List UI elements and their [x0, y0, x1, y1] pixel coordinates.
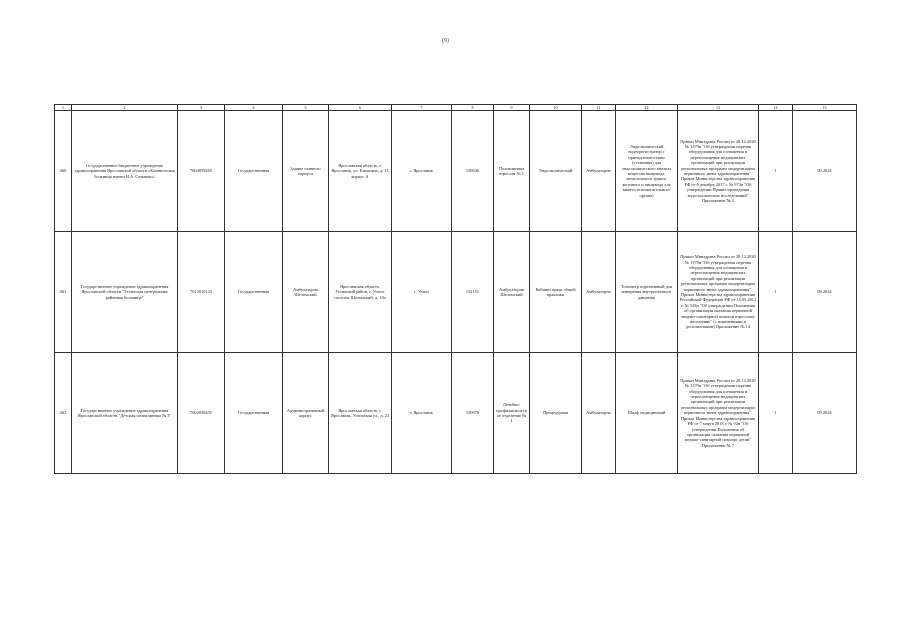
column-number: 7: [392, 105, 452, 111]
date-cell: 09.2024: [793, 111, 857, 232]
column-number: 3: [178, 105, 225, 111]
column-number: 4: [225, 105, 283, 111]
column-number: 12: [616, 105, 678, 111]
quantity-cell: 1: [759, 353, 793, 474]
ownership-cell: Государственная: [225, 353, 283, 474]
legal-basis-cell: Приказ Минздрава России от 28.12.2020 № 1379н "Об утверждении перечня оборудования для оснащения и переоснащения медицинских организаций при реализации региональных программ модернизации первичного звена здравоохранения". Приказ Министерства здравоохранения Российской Федерации РФ от 15.05.2012 г. № 543н "Об утверждении Положения об организации оказания первичной медико-санитарной помощи взрослому населению" (с изменениями и дополнениями) Приложение № 14: [678, 232, 759, 353]
column-number: 11: [582, 105, 616, 111]
column-number: 6: [329, 105, 392, 111]
building-cell: Амбулатория Шеломский: [283, 232, 329, 353]
institution-name: Государственное бюджетное учреждение здравоохранения Ярославской области «Клиническая больница имени Н.А. Семашко»: [72, 111, 178, 232]
date-cell: 09.2024: [793, 232, 857, 353]
inn-cell: 7604059265: [178, 111, 225, 232]
equipment-registry-table: [54, 104, 857, 474]
column-number: 10: [530, 105, 582, 111]
column-number: 15: [793, 105, 857, 111]
locality-cell: г. Ярославль: [392, 111, 452, 232]
inn-cell: 7612010133: [178, 232, 225, 353]
equipment-cell: Шкаф медицинский: [616, 353, 678, 474]
address-cell: Ярославская область, г. Ярославль, Угличская ул., д. 23: [329, 353, 392, 474]
column-number: 14: [759, 105, 793, 111]
page-number: (9): [442, 38, 449, 44]
postcode-cell: 150076: [452, 353, 494, 474]
ownership-cell: Государственная: [225, 232, 283, 353]
row-number: 460: [55, 111, 72, 232]
room-cell: Процедурная: [530, 353, 582, 474]
building-cell: Здание главного корпуса: [283, 111, 329, 232]
room-cell: Эндоскопический: [530, 111, 582, 232]
locality-cell: г. Углич: [392, 232, 452, 353]
institution-name: Государственное учреждение здравоохранения Ярославской области "Детская поликлиника № 3": [72, 353, 178, 474]
ownership-cell: Государственная: [225, 111, 283, 232]
building-cell: Административный корпус: [283, 353, 329, 474]
locality-cell: г. Ярославль: [392, 353, 452, 474]
table-row: [55, 111, 857, 232]
legal-basis-cell: Приказ Минздрава России от 28.12.2020 № 1379н "Об утверждении перечня оборудования для оснащения и переоснащения медицинских организаций при реализации региональных программ модернизации первичного звена здравоохранения". Приказ Министерства здравоохранения РФ от 7 марта 2018 г. № 92н "Об утверждении Положения об организации оказания первичной медико-санитарной помощи детям" Приложение № 7: [678, 353, 759, 474]
room-cell: Кабинет врача общей практики: [530, 232, 582, 353]
subdivision-cell: Амбулатория Шеломский: [494, 232, 530, 353]
column-number: 13: [678, 105, 759, 111]
equipment-cell: Эндоскопический видеорегистратор с принадлежностями (установка) для эндоскопического анализа вещества пищевода, мочеполового тракта, желчного и пищевода для вашего вспомогательного органа): [616, 111, 678, 232]
quantity-cell: 1: [759, 232, 793, 353]
legal-basis-cell: Приказ Минздрава России от 28.12.2020 № 1379н "Об утверждении перечня оборудования для оснащения и переоснащения медицинских организаций при реализации региональных программ модернизации первичного звена здравоохранения". Приказ Министерства здравоохранения РФ от 6 декабря 2017 г. № 974н "Об утверждении Правил проведения эндоскопических исследований" Приложение № 2: [678, 111, 759, 232]
subdivision-cell: Поликлиника взрослая № 1: [494, 111, 530, 232]
inn-cell: 7602058435: [178, 353, 225, 474]
postcode-cell: 152151: [452, 232, 494, 353]
institution-name: Государственное учреждение здравоохранения Ярославской области "Угличская центральная районная больница": [72, 232, 178, 353]
date-cell: 09.2024: [793, 353, 857, 474]
column-number: 5: [283, 105, 329, 111]
column-number: 9: [494, 105, 530, 111]
column-number: 1: [55, 105, 72, 111]
column-number: 8: [452, 105, 494, 111]
care-condition-cell: Амбулаторно: [582, 353, 616, 474]
column-number: 2: [72, 105, 178, 111]
equipment-cell: Тонометр портативный для измерения внутриглазного давления: [616, 232, 678, 353]
postcode-cell: 150036: [452, 111, 494, 232]
subdivision-cell: Лечебно-профилактическое отделение № 1: [494, 353, 530, 474]
table-row: [55, 232, 857, 353]
row-number: 462: [55, 353, 72, 474]
row-number: 461: [55, 232, 72, 353]
table-row: [55, 353, 857, 474]
address-cell: Ярославская область, г. Ярославль, ул. Емельяна, д. 13 корпус А: [329, 111, 392, 232]
quantity-cell: 1: [759, 111, 793, 232]
care-condition-cell: Амбулаторно: [582, 232, 616, 353]
address-cell: Ярославская область, Угличский район, г. Углич, поселок Шеломский, д. 10а: [329, 232, 392, 353]
care-condition-cell: Амбулаторно: [582, 111, 616, 232]
